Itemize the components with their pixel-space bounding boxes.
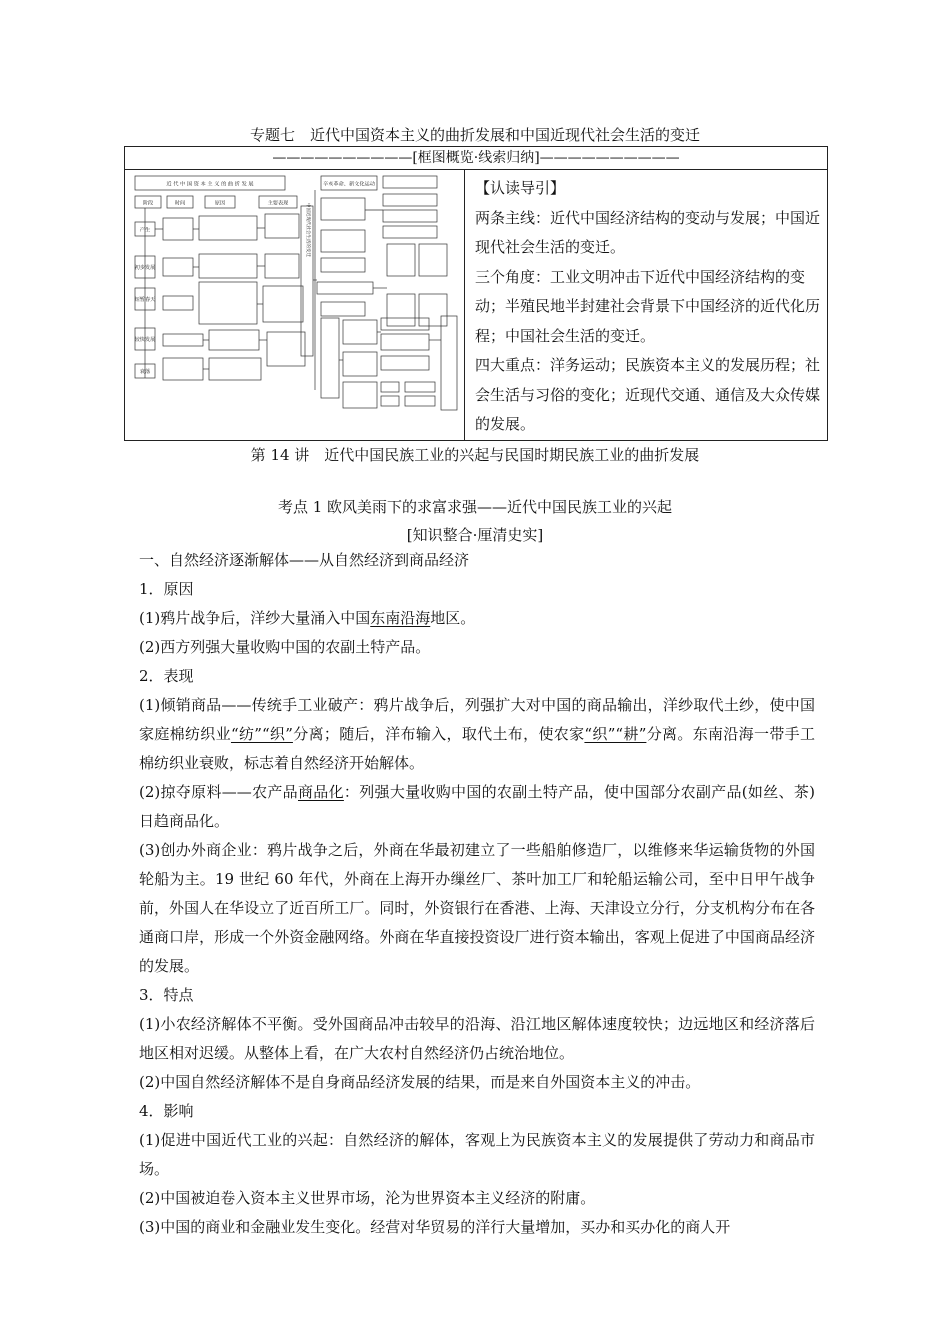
overview-diagram-cell (125, 170, 465, 441)
diagram-center-title: 中国近现代社会生活的变迁 (305, 203, 310, 257)
paragraph: (2)中国自然经济解体不是自身商品经济发展的结果，而是来自外国资本主义的冲击。 (139, 1073, 701, 1091)
svg-text:原因: 原因 (214, 200, 226, 207)
svg-text:时间: 时间 (174, 200, 186, 207)
overview-diagram (125, 170, 464, 426)
paragraph: (3)创办外商企业：鸦片战争之后，外商在华最初建立了一些船舶修造厂，以维修来华运输货物的外国轮船为主。19 世纪 60 年代，外商在上海开办缫丝厂、茶叶加工厂和轮船运输公司，至中日甲午战争前，外国人在华设立了近百所工厂。同时，外资银行在香港、上海、天津设立分行，分支机构分布在各通商口岸，形成一个外资金融网络。外商在华直接投资设厂进行资本输出，客观上促进了中国商品经济的发展。 (139, 841, 815, 975)
key-point-title: 考点 1 欧风美雨下的求富求强——近代中国民族工业的兴起 (277, 498, 673, 516)
guide-line-3: 四大重点：洋务运动；民族资本主义的发展历程；社会生活与习俗的变化；近现代交通、通信及大众传媒的发展。 (475, 356, 821, 433)
paragraph: (1)促进中国近代工业的兴起：自然经济的解体，客观上为民族资本主义的发展提供了劳动力和商品市场。 (139, 1131, 815, 1178)
svg-text:较快发展: 较快发展 (134, 337, 156, 343)
subheading-feature: 3．特点 (139, 986, 194, 1004)
reading-guide (465, 170, 828, 441)
svg-text:主要表现: 主要表现 (267, 200, 289, 207)
guide-line-1: 两条主线：近代中国经济结构的变动与发展；中国近现代社会生活的变迁。 (475, 208, 821, 256)
section-heading: 一、自然经济逐渐解体——从自然经济到商品经济 (139, 551, 470, 569)
key-point-subtitle: [知识整合·厘清史实] (406, 526, 544, 544)
topic-title: 专题七 近代中国资本主义的曲折发展和中国近现代社会生活的变迁 (249, 126, 700, 144)
subheading-show: 2．表现 (139, 667, 194, 685)
paragraph: (2)西方列强大量收购中国的农副土特产品。 (139, 638, 431, 656)
lecture-title: 第 14 讲 近代中国民族工业的兴起与民国时期民族工业的曲折发展 (250, 446, 700, 464)
diagram-left-title: 近 代 中 国 资 本 主 义 的 曲 折 发 展 (166, 181, 254, 188)
guide-line-2: 三个角度：工业文明冲击下近代中国经济结构的变动；半殖民地半封建社会背景下中国经济的近代化历程；中国社会生活的变迁。 (475, 267, 821, 345)
subheading-impact: 4．影响 (139, 1102, 194, 1120)
svg-text:初步发展: 初步发展 (134, 265, 156, 271)
paragraph: (1)小农经济解体不平衡。受外国商品冲击较早的沿海、沿江地区解体速度较快；边远地区和经济落后地区相对迟缓。从整体上看，在广大农村自然经济仍占统治地位。 (139, 1015, 815, 1062)
paragraph: (1)倾销商品——传统手工业破产：鸦片战争后，列强扩大对中国的商品输出，洋纱取代土纱，使中国家庭棉纺织业“纺”“织”分离；随后，洋布输入，取代土布，使农家“织”“耕”分离。东南沿海一带手工棉纺织业衰败，标志着自然经济开始解体。 (139, 696, 815, 772)
overview-frame (124, 146, 828, 441)
svg-text:阶段: 阶段 (142, 200, 154, 207)
main-text (139, 546, 815, 1242)
svg-text:衰落: 衰落 (139, 369, 151, 375)
svg-text:辛亥革命、新文化运动: 辛亥革命、新文化运动 (323, 181, 375, 188)
paragraph: (2)中国被迫卷入资本主义世界市场，沦为世界资本主义经济的附庸。 (139, 1189, 596, 1207)
svg-text:短暂春天: 短暂春天 (134, 297, 156, 303)
svg-text:产生: 产生 (139, 227, 151, 234)
frame-header: ——————————[框图概览·线索归纳]—————————— (125, 147, 828, 170)
subheading-cause: 1．原因 (139, 580, 194, 598)
guide-heading: 【认读导引】 (475, 179, 566, 197)
paragraph: (2)掠夺原料——农产品商品化：列强大量收购中国的农副土特产品，使中国部分农副产品(如丝、茶)日趋商品化。 (139, 783, 815, 830)
paragraph: (3)中国的商业和金融业发生变化。经营对华贸易的洋行大量增加，买办和买办化的商人开 (139, 1218, 731, 1236)
paragraph: (1)鸦片战争后，洋纱大量涌入中国东南沿海地区。 (139, 609, 476, 627)
